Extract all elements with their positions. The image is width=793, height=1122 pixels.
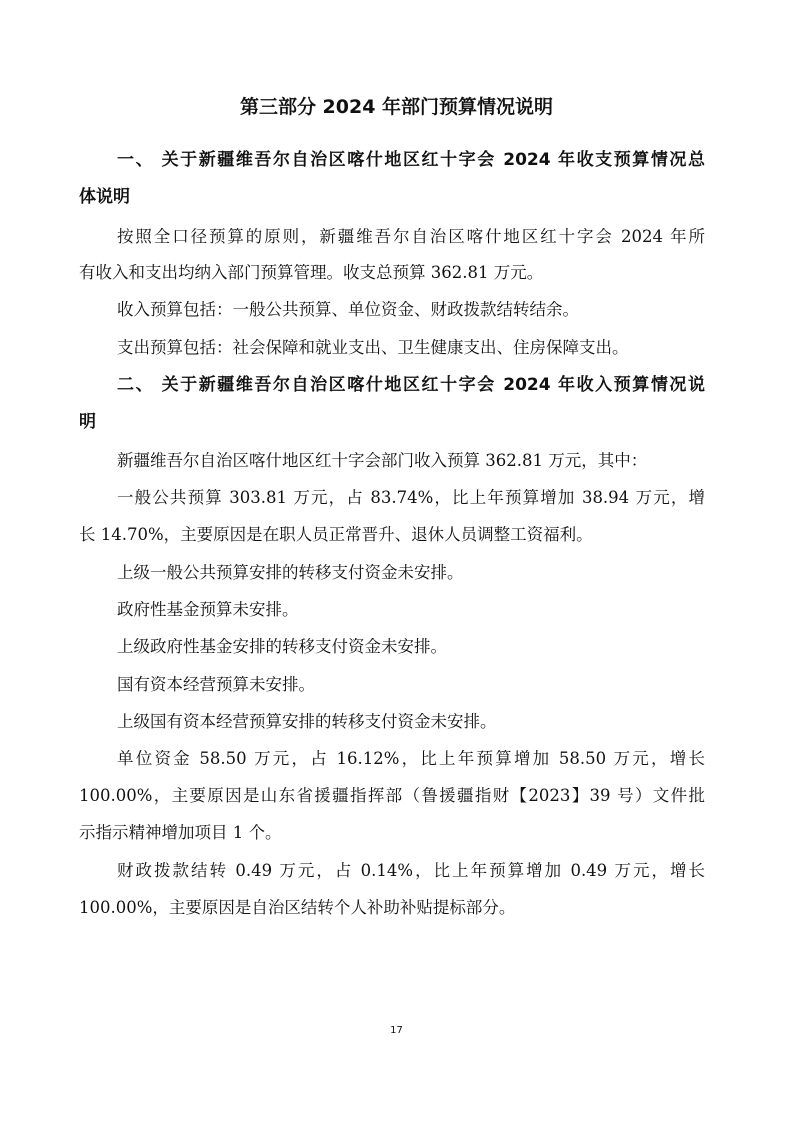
section2-paragraph2-line1: 一般公共预算 303.81 万元，占 83.74%，比上年预算增加 38.94 万元，增 xyxy=(117,488,705,507)
section1-heading-line1: 一、 关于新疆维吾尔自治区喀什地区红十字会 2024 年收支预算情况总 xyxy=(117,150,705,170)
section2-paragraph3: 上级一般公共预算安排的转移支付资金未安排。 xyxy=(117,563,464,582)
section2-paragraph9-line2: 100.00%，主要原因是自治区结转个人补助补贴提标部分。 xyxy=(79,898,516,917)
section2-paragraph4: 政府性基金预算未安排。 xyxy=(117,600,299,619)
section2-paragraph7: 上级国有资本经营预算安排的转移支付资金未安排。 xyxy=(117,712,497,731)
section1-paragraph1-line2: 有收入和支出均纳入部门预算管理。收支总预算 362.81 万元。 xyxy=(79,263,544,282)
section1-paragraph1-line1: 按照全口径预算的原则，新疆维吾尔自治区喀什地区红十字会 2024 年所 xyxy=(117,227,705,246)
section2-paragraph1: 新疆维吾尔自治区喀什地区红十字会部门收入预算 362.81 万元，其中： xyxy=(117,451,648,470)
section2-paragraph8-line3: 示指示精神增加项目 1 个。 xyxy=(79,823,282,842)
section2-paragraph8-line2: 100.00%，主要原因是山东省援疆指挥部（鲁援疆指财【2023】39 号）文件批 xyxy=(79,786,705,805)
section1-paragraph2: 收入预算包括：一般公共预算、单位资金、财政拨款结转结余。 xyxy=(117,300,579,319)
page-title: 第三部分 2024 年部门预算情况说明 xyxy=(239,96,554,118)
section2-paragraph9-line1: 财政拨款结转 0.49 万元，占 0.14%，比上年预算增加 0.49 万元，增长 xyxy=(117,861,705,880)
section1-heading-line2: 体说明 xyxy=(79,187,130,207)
section1-paragraph3: 支出预算包括：社会保障和就业支出、卫生健康支出、住房保障支出。 xyxy=(117,338,629,357)
section2-paragraph5: 上级政府性基金安排的转移支付资金未安排。 xyxy=(117,637,447,656)
page-number: 17 xyxy=(390,1025,403,1036)
section2-heading-line1: 二、 关于新疆维吾尔自治区喀什地区红十字会 2024 年收入预算情况说 xyxy=(117,375,705,395)
section2-paragraph6: 国有资本经营预算未安排。 xyxy=(117,675,315,694)
section2-heading-line2: 明 xyxy=(79,412,96,432)
section2-paragraph2-line2: 长 14.70%，主要原因是在职人员正常晋升、退休人员调整工资福利。 xyxy=(79,525,593,544)
section2-paragraph8-line1: 单位资金 58.50 万元，占 16.12%，比上年预算增加 58.50 万元，增长 xyxy=(117,749,705,768)
